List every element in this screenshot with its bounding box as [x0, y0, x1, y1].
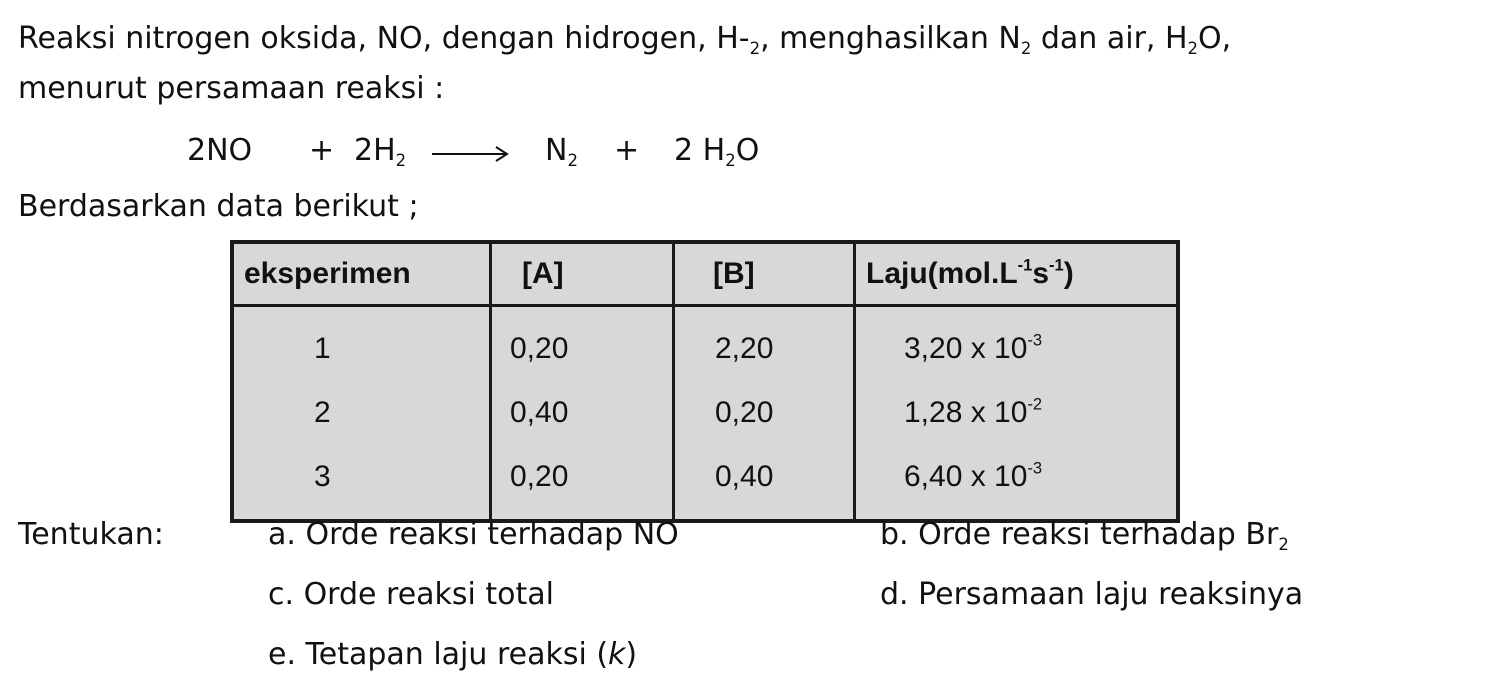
- table-row: [232, 306, 1178, 382]
- eq-reactant-2: $2H_2$: [354, 133, 407, 170]
- intro-line-1: [18, 21, 1232, 58]
- intro-sub-1: 2: [749, 38, 761, 58]
- question-e: e. Tetapan laju reaksi (k): [268, 637, 638, 672]
- eq-product-2: 2 $H_2O$: [674, 133, 760, 170]
- cell-rate: 1,28 x $10^{-2}$: [855, 381, 1179, 445]
- table-row: [232, 445, 1178, 521]
- question-d: d. Persamaan laju reaksinya: [880, 577, 1304, 612]
- question-a: a. Orde reaksi terhadap NO: [268, 517, 679, 552]
- intro-line-2: menurut persamaan reaksi :: [18, 71, 445, 106]
- cell-experiment: 2: [232, 381, 491, 445]
- intro-text-4: O,: [1198, 21, 1232, 56]
- table-row: [232, 381, 1178, 445]
- intro-sub-3: 2: [1187, 38, 1199, 58]
- cell-a: 0,20: [491, 306, 674, 382]
- table-header-row: [232, 242, 1178, 306]
- experiment-table: [230, 240, 1180, 523]
- eq-plus-2: +: [614, 133, 640, 168]
- question-b: b. Orde reaksi terhadap $Br_2$: [880, 517, 1289, 554]
- intro-text-1: Reaksi nitrogen oksida, NO, dengan hidrogen, H-: [18, 21, 750, 56]
- intro-text-3: dan air, H: [1031, 21, 1188, 56]
- cell-a: 0,40: [491, 381, 674, 445]
- eq-reactant-1: 2NO: [187, 133, 253, 168]
- cell-b: 0,20: [674, 381, 855, 445]
- header-rate: $Laju(mol.L^{-1}s^{-1})$: [855, 242, 1179, 306]
- header-experiment: eksperimen: [232, 242, 491, 306]
- header-b: [B]: [674, 242, 855, 306]
- question-c: c. Orde reaksi total: [268, 577, 555, 612]
- cell-experiment: 1: [232, 306, 491, 382]
- cell-b: 2,20: [674, 306, 855, 382]
- intro-sub-2: 2: [1020, 38, 1032, 58]
- cell-rate: 6,40 x $10^{-3}$: [855, 445, 1179, 521]
- questions-label: Tentukan:: [18, 517, 164, 552]
- eq-plus-1: +: [309, 133, 335, 168]
- reaction-arrow-icon: [432, 144, 510, 164]
- cell-a: 0,20: [491, 445, 674, 521]
- cell-b: 0,40: [674, 445, 855, 521]
- cell-rate: 3,20 x $10^{-3}$: [855, 306, 1179, 382]
- header-a: [A]: [491, 242, 674, 306]
- intro-text-2: , menghasilkan N: [760, 21, 1021, 56]
- data-intro: Berdasarkan data berikut ;: [18, 189, 419, 224]
- eq-product-1: $N_2$: [545, 133, 578, 170]
- cell-experiment: 3: [232, 445, 491, 521]
